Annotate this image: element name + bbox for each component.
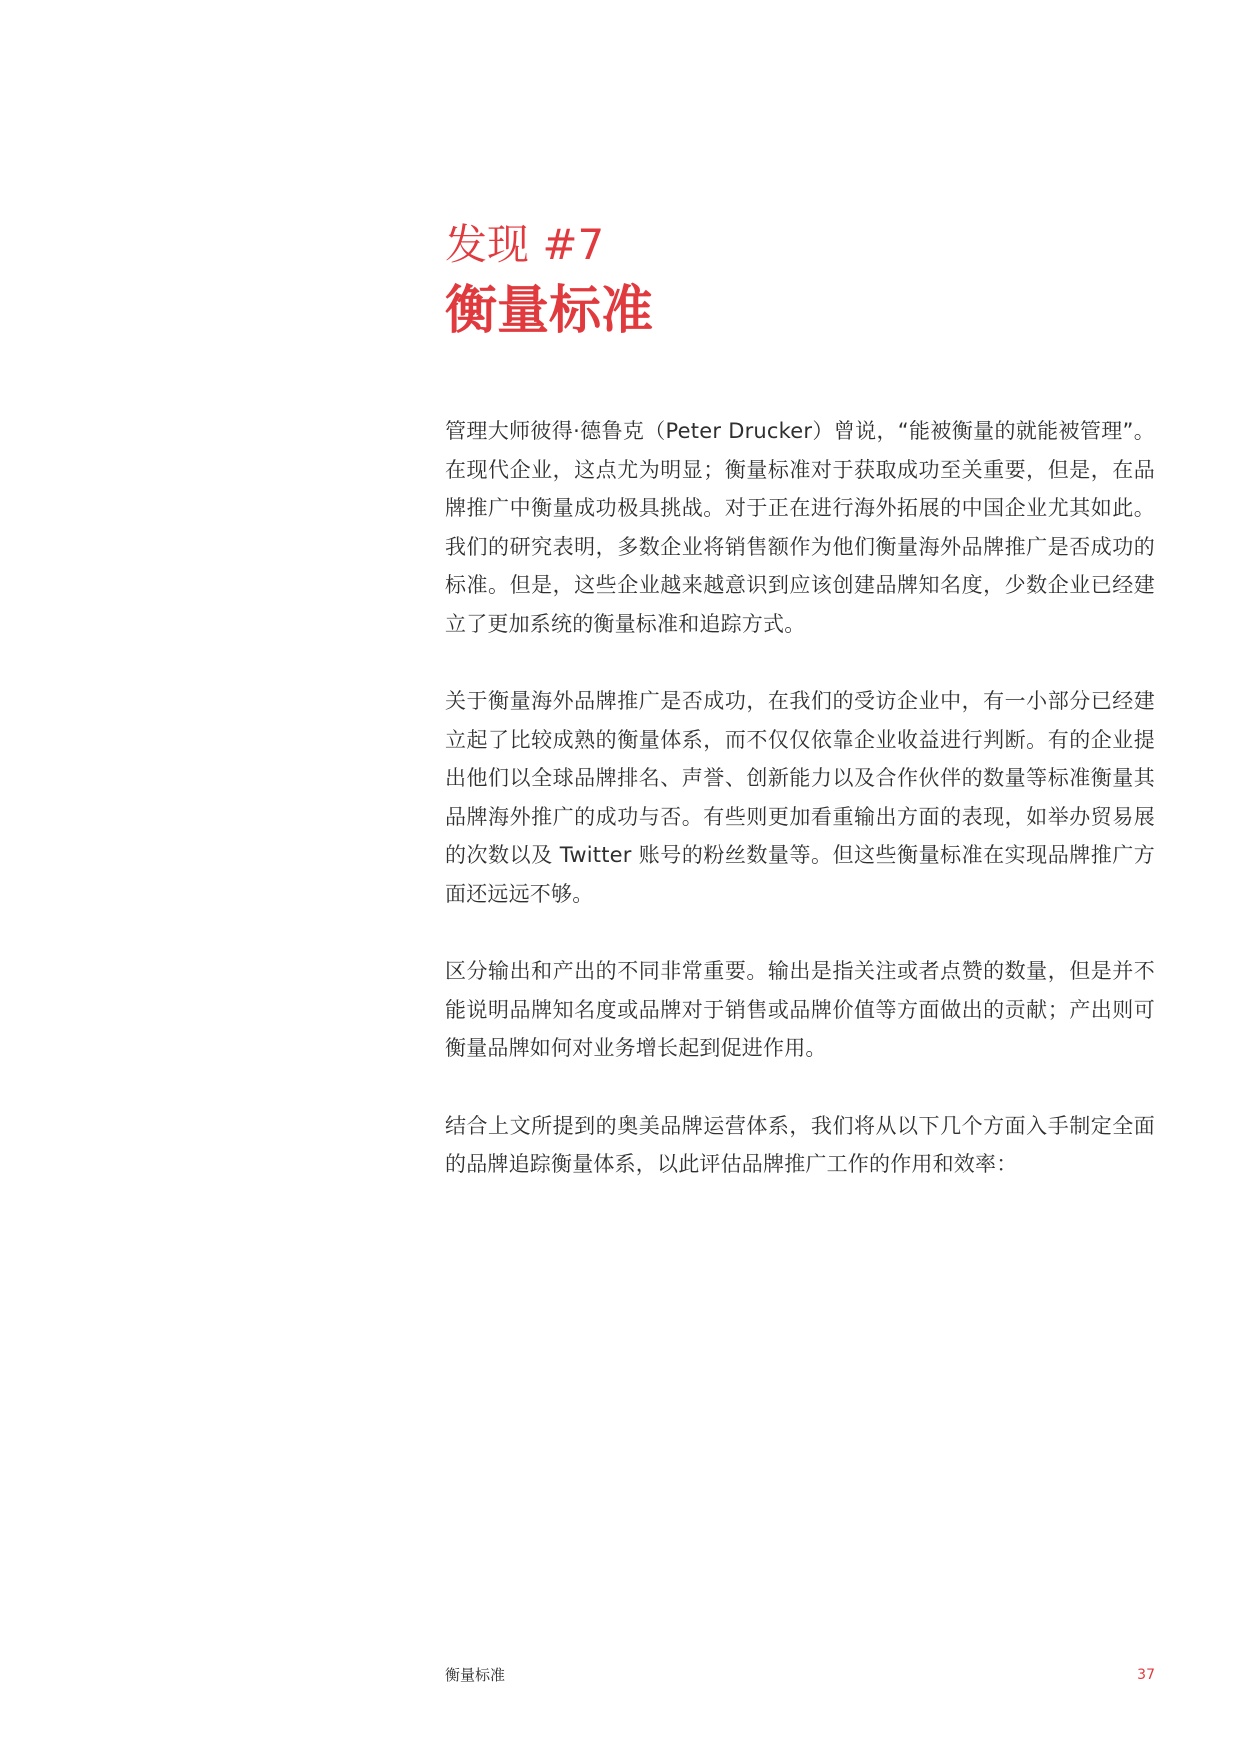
footer-section-title: 衡量标准	[445, 1666, 506, 1684]
body-text	[445, 412, 1155, 1223]
paragraph-3: 区分输出和产出的不同非常重要。输出是指关注或者点赞的数量，但是并不能说明品牌知名度或品牌对于销售或品牌价值等方面做出的贡献；产出则可衡量品牌如何对业务增长起到促进作用。	[445, 959, 1155, 1060]
page-footer	[445, 1664, 1155, 1688]
page-number: 37	[1137, 1667, 1155, 1683]
page-title: 衡量标准	[445, 281, 654, 341]
heading-block	[445, 215, 1165, 345]
finding-kicker: 发现 #7	[445, 220, 605, 269]
paragraph-4: 结合上文所提到的奥美品牌运营体系，我们将从以下几个方面入手制定全面的品牌追踪衡量体系，以此评估品牌推广工作的作用和效率：	[445, 1113, 1155, 1176]
paragraph-1: 管理大师彼得·德鲁克（Peter Drucker）曾说，“能被衡量的就能被管理”。在现代企业，这点尤为明显；衡量标准对于获取成功至关重要，但是，在品牌推广中衡量成功极具挑战。对于正在进行海外拓展的中国企业尤其如此。我们的研究表明，多数企业将销售额作为他们衡量海外品牌推广是否成功的标准。但是，这些企业越来越意识到应该创建品牌知名度，少数企业已经建立了更加系统的衡量标准和追踪方式。	[445, 419, 1155, 636]
paragraph-2: 关于衡量海外品牌推广是否成功，在我们的受访企业中，有一小部分已经建立起了比较成熟的衡量体系，而不仅仅依靠企业收益进行判断。有的企业提出他们以全球品牌排名、声誉、创新能力以及合作伙伴的数量等标准衡量其品牌海外推广的成功与否。有些则更加看重输出方面的表现，如举办贸易展的次数以及 Twitter 账号的粉丝数量等。但这些衡量标准在实现品牌推广方面还远远不够。	[445, 689, 1155, 906]
